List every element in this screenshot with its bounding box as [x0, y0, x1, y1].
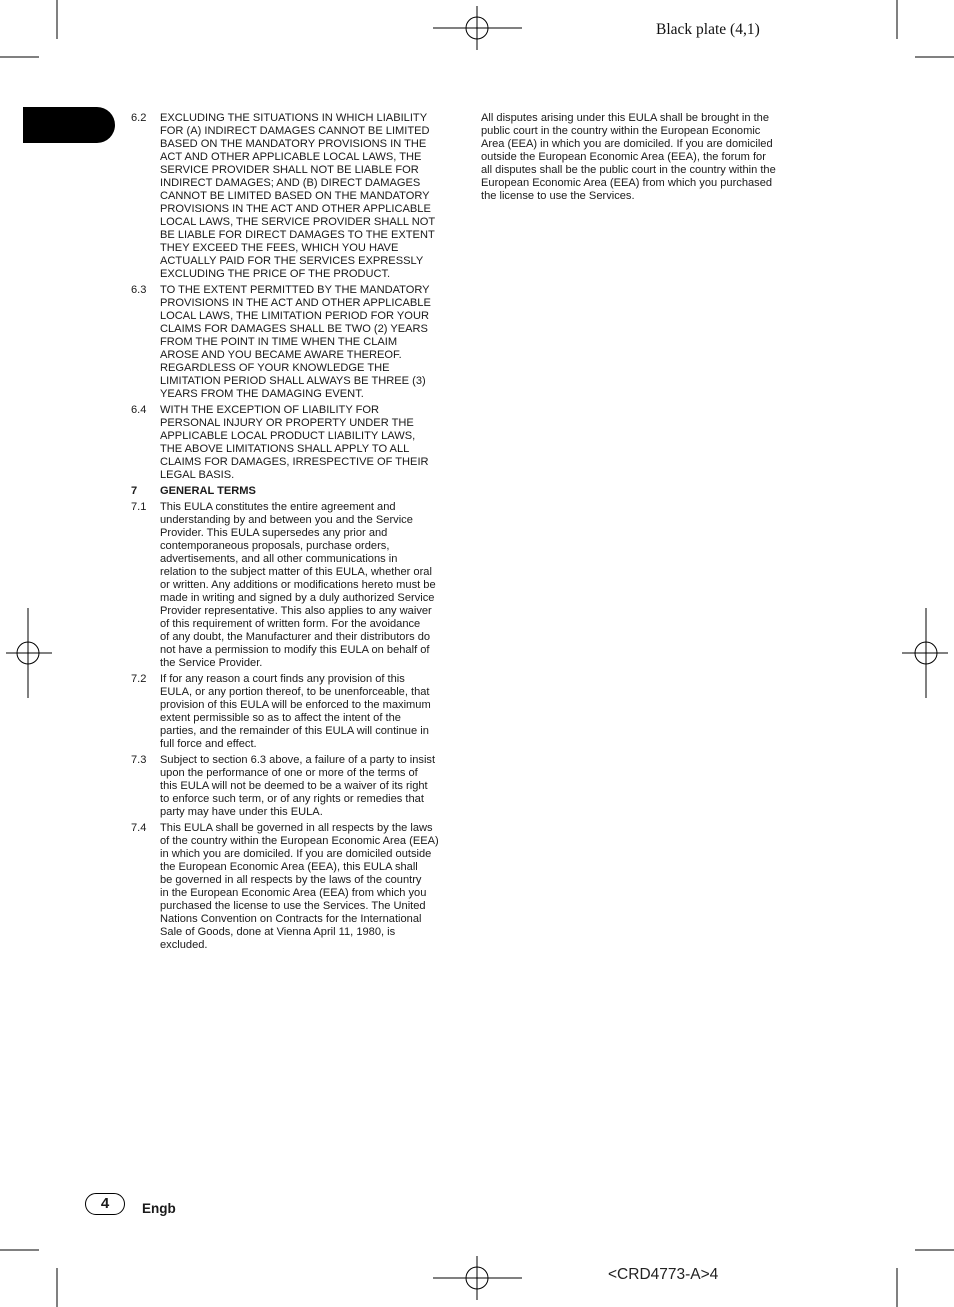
text-line: THEY EXCEED THE FEES, WHICH YOU HAVE	[160, 242, 399, 254]
text-line: TO THE EXTENT PERMITTED BY THE MANDATORY	[160, 284, 430, 296]
text-line: of the country within the European Economic Area (EEA)	[160, 835, 439, 847]
text-line: AROSE AND YOU BECAME AWARE THEREOF.	[160, 349, 402, 361]
section-6-2	[131, 112, 464, 281]
text-line: relation to the subject matter of this EULA, whether oral	[160, 566, 432, 578]
text-line: ACTUALLY PAID FOR THE SERVICES EXPRESSLY	[160, 255, 424, 267]
text-line: This EULA shall be governed in all respects by the laws	[160, 822, 433, 834]
text-line: EXCLUDING THE SITUATIONS IN WHICH LIABILITY	[160, 112, 428, 124]
text-line: If for any reason a court finds any provision of this	[160, 673, 405, 685]
section-text	[160, 501, 464, 670]
section-number: 7.4	[131, 822, 147, 834]
section-tab	[23, 107, 115, 143]
plate-label: Black plate (4,1)	[656, 21, 760, 38]
text-line: Subject to section 6.3 above, a failure of a party to insist	[160, 754, 436, 766]
section-number: 6.3	[131, 284, 147, 296]
text-line: LOCAL LAWS, THE LIMITATION PERIOD FOR YOUR	[160, 310, 429, 322]
text-line: be governed in all respects by the laws of the country	[160, 874, 422, 886]
section-text	[160, 822, 464, 952]
section-title: GENERAL TERMS	[160, 485, 256, 497]
text-line: INDIRECT DAMAGES; AND (B) DIRECT DAMAGES	[160, 177, 421, 189]
text-line: public court in the country within the European Economic	[481, 125, 761, 137]
text-line: full force and effect.	[160, 738, 257, 750]
section-7-heading	[131, 485, 464, 498]
text-line: EULA, or any portion thereof, to be unenforceable, that	[160, 686, 430, 698]
text-line: CANNOT BE LIMITED BASED ON THE MANDATORY	[160, 190, 430, 202]
text-line: purchased the license to use the Services. The United	[160, 900, 426, 912]
text-line: All disputes arising under this EULA shall be brought in the	[481, 112, 769, 124]
text-line: APPLICABLE LOCAL PRODUCT LIABILITY LAWS,	[160, 430, 416, 442]
text-line: the Service Provider.	[160, 657, 263, 669]
section-number: 7.3	[131, 754, 147, 766]
text-line: contemporaneous proposals, purchase orders,	[160, 540, 390, 552]
text-line: of this requirement of written form. For the avoidance	[160, 618, 421, 630]
text-line: EXCLUDING THE PRICE OF THE PRODUCT.	[160, 268, 391, 280]
page-number-badge: 4	[85, 1193, 125, 1215]
text-line: this EULA will not be deemed to be a waiver of its right	[160, 780, 428, 792]
text-line: Area (EEA) in which you are domiciled. If you are domiciled	[481, 138, 773, 150]
text-line: European Economic Area (EEA) from which you purchased	[481, 177, 773, 189]
text-line: BE LIABLE FOR DIRECT DAMAGES TO THE EXTENT	[160, 229, 435, 241]
section-6-4	[131, 404, 464, 482]
section-7-1	[131, 501, 464, 670]
document-code: <CRD4773-A>4	[608, 1266, 719, 1283]
text-line: party may have under this EULA.	[160, 806, 323, 818]
text-line: LIMITATION PERIOD SHALL ALWAYS BE THREE (3)	[160, 375, 426, 387]
text-line: Provider representative. This also applies to any waiver	[160, 605, 432, 617]
text-line: FOR (A) INDIRECT DAMAGES CANNOT BE LIMITED	[160, 125, 430, 137]
text-line: all disputes shall be the public court in the country within the	[481, 164, 776, 176]
text-line: CLAIMS FOR DAMAGES SHALL BE TWO (2) YEARS	[160, 323, 428, 335]
text-line: to enforce such term, or of any rights or remedies that	[160, 793, 424, 805]
text-line: CLAIMS FOR DAMAGES, IRRESPECTIVE OF THEIR	[160, 456, 429, 468]
text-line: outside the European Economic Area (EEA), the forum for	[481, 151, 766, 163]
text-line: upon the performance of one or more of the terms of	[160, 767, 418, 779]
text-line: LEGAL BASIS.	[160, 469, 235, 481]
text-line: advertisements, and all other communications in	[160, 553, 398, 565]
text-line: the European Economic Area (EEA), this EULA shall	[160, 861, 418, 873]
text-line: of any doubt, the Manufacturer and their distributors do	[160, 631, 431, 643]
text-line: PERSONAL INJURY OR PROPERTY UNDER THE	[160, 417, 414, 429]
text-line: provision of this EULA will be enforced to the maximum	[160, 699, 431, 711]
text-line: made in writing and signed by a duly authorized Service	[160, 592, 435, 604]
section-number: 6.4	[131, 404, 147, 416]
text-line: not have a permission to modify this EULA on behalf of	[160, 644, 430, 656]
section-text	[160, 754, 464, 819]
text-line: Sale of Goods, done at Vienna April 11, 1980, is	[160, 926, 396, 938]
section-number: 7.2	[131, 673, 147, 685]
text-line: YEARS FROM THE DAMAGING EVENT.	[160, 388, 364, 400]
text-line: FROM THE POINT IN TIME WHEN THE CLAIM	[160, 336, 398, 348]
text-line: understanding by and between you and the Service	[160, 514, 413, 526]
text-line: LOCAL LAWS, THE SERVICE PROVIDER SHALL NOT	[160, 216, 436, 228]
text-line: ACT AND OTHER APPLICABLE LOCAL LAWS, THE	[160, 151, 422, 163]
section-7-4	[131, 822, 464, 952]
section-text	[160, 284, 464, 401]
text-line: the license to use the Services.	[481, 190, 635, 202]
text-line: extent permissible so as to affect the intent of the	[160, 712, 401, 724]
section-7-2	[131, 673, 464, 751]
text-line: in which you are domiciled. If you are domiciled outside	[160, 848, 432, 860]
text-line: This EULA constitutes the entire agreement and	[160, 501, 396, 513]
text-line: PROVISIONS IN THE ACT AND OTHER APPLICABLE	[160, 297, 431, 309]
section-number: 7	[131, 485, 138, 497]
text-line: or written. Any additions or modifications hereto must be	[160, 579, 436, 591]
text-line: Provider. This EULA supersedes any prior and	[160, 527, 388, 539]
language-code: Engb	[142, 1201, 176, 1216]
text-line: BASED ON THE MANDATORY PROVISIONS IN THE	[160, 138, 427, 150]
section-6-3	[131, 284, 464, 401]
section-text	[160, 112, 464, 281]
left-column	[131, 112, 464, 955]
text-line: WITH THE EXCEPTION OF LIABILITY FOR	[160, 404, 380, 416]
right-column	[481, 112, 805, 203]
text-line: PROVISIONS IN THE ACT AND OTHER APPLICABLE	[160, 203, 431, 215]
text-line: SERVICE PROVIDER SHALL NOT BE LIABLE FOR	[160, 164, 419, 176]
text-line: parties, and the remainder of this EULA will continue in	[160, 725, 429, 737]
section-number: 6.2	[131, 112, 147, 124]
section-text	[160, 404, 464, 482]
text-line: Nations Convention on Contracts for the International	[160, 913, 422, 925]
section-number: 7.1	[131, 501, 147, 513]
section-7-3	[131, 754, 464, 819]
text-line: excluded.	[160, 939, 208, 951]
text-line: in the European Economic Area (EEA) from which you	[160, 887, 427, 899]
section-text	[160, 673, 464, 751]
text-line: REGARDLESS OF YOUR KNOWLEDGE THE	[160, 362, 390, 374]
text-line: THE ABOVE LIMITATIONS SHALL APPLY TO ALL	[160, 443, 410, 455]
